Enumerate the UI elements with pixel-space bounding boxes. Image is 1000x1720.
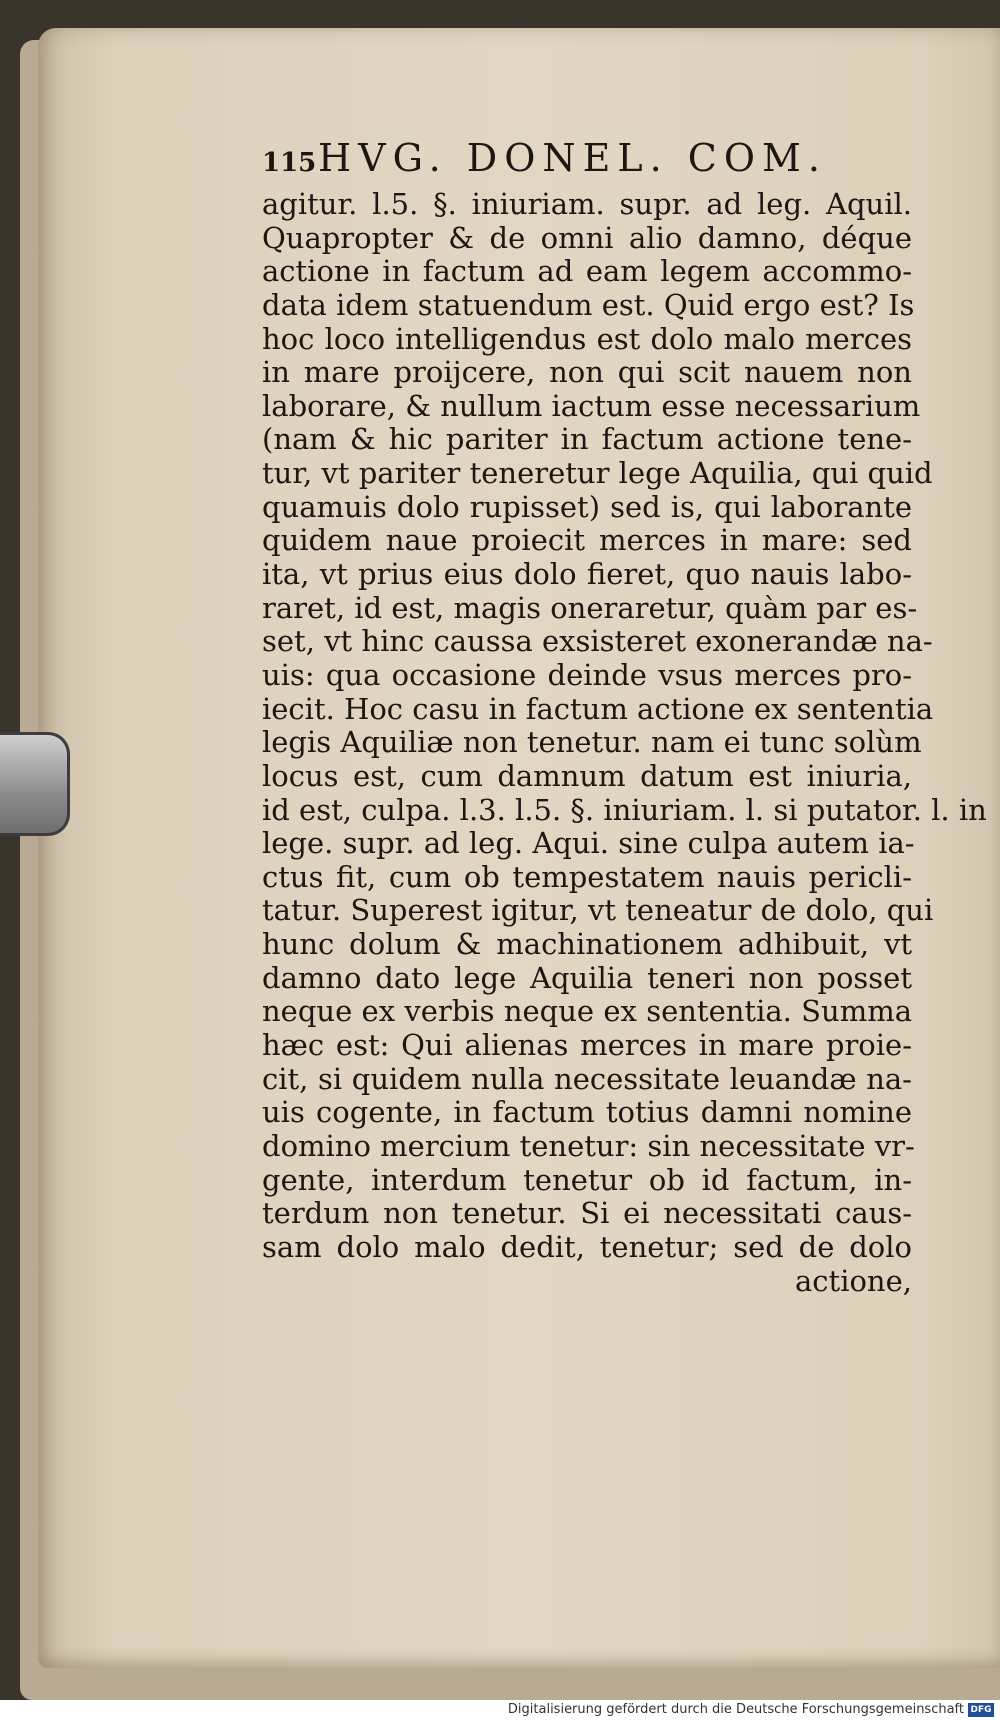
text-line: terdum non tenetur. Si ei necessitati caus- xyxy=(262,1196,912,1231)
catchword: actione, xyxy=(795,1263,912,1298)
footer-credit: Digitalisierung gefördert durch die Deutsche Forschungsgemeinschaft xyxy=(507,1702,964,1717)
text-line: locus est, cum damnum datum est iniuria, xyxy=(262,758,912,793)
text-line: domino mercium tenetur: sin necessitate vr- xyxy=(262,1128,915,1163)
text-line: actione in factum ad eam legem accommo- xyxy=(262,254,912,289)
text-line: sam dolo malo dedit, tenetur; sed de dolo xyxy=(262,1229,912,1264)
text-line: damno dato lege Aquilia teneri non posset xyxy=(262,960,912,995)
text-line: uis: qua occasione deinde vsus merces pro- xyxy=(262,657,912,692)
text-line: Quapropter & de omni alio damno, déque xyxy=(262,220,912,255)
running-head: HVG. DONEL. COM. xyxy=(318,136,827,180)
text-line: uis cogente, in factum totius damni nomine xyxy=(262,1095,912,1130)
text-line: (nam & hic pariter in factum actione tene- xyxy=(262,422,912,457)
text-line: neque ex verbis neque ex sententia. Summa xyxy=(262,994,912,1029)
text-line: hunc dolum & machinationem adhibuit, vt xyxy=(262,927,912,962)
text-line: ctus fit, cum ob tempestatem nauis pericli- xyxy=(262,859,912,894)
text-line: legis Aquiliæ non tenetur. nam ei tunc solùm xyxy=(262,725,922,760)
text-line: ita, vt prius eius dolo fieret, quo nauis labo- xyxy=(262,557,912,592)
page-number: 115 xyxy=(262,148,317,178)
text-line: quidem naue proiecit merces in mare: sed xyxy=(262,523,912,558)
text-line: agitur. l.5. §. iniuriam. supr. ad leg. Aquil. xyxy=(262,187,912,221)
text-line: gente, interdum tenetur ob id factum, in- xyxy=(262,1162,912,1197)
metal-clip xyxy=(0,732,70,836)
text-line: set, vt hinc caussa exsisteret exonerandæ na- xyxy=(262,624,933,659)
text-line: hæc est: Qui alienas merces in mare proie- xyxy=(262,1028,912,1063)
text-line: lege. supr. ad leg. Aqui. sine culpa autem ia- xyxy=(262,826,915,861)
text-line: iecit. Hoc casu in factum actione ex sententia xyxy=(262,691,934,726)
text-line: in mare proijcere, non qui scit nauem non xyxy=(262,355,912,390)
dfg-logo: DFG xyxy=(968,1703,994,1717)
text-line: hoc loco intelligendus est dolo malo merces xyxy=(262,321,912,356)
text-line: tatur. Superest igitur, vt teneatur de dolo, qui xyxy=(262,893,934,928)
text-line: quamuis dolo rupisset) sed is, qui laborante xyxy=(262,489,912,524)
text-line: cit, si quidem nulla necessitate leuandæ na- xyxy=(262,1061,912,1096)
text-line: data idem statuendum est. Quid ergo est? Is xyxy=(262,287,915,322)
text-line: laborare, & nullum iactum esse necessarium xyxy=(262,388,921,423)
text-line: raret, id est, magis oneraretur, quàm par es- xyxy=(262,590,918,625)
text-line: id est, culpa. l.3. l.5. §. iniuriam. l. si putator. l. in xyxy=(262,792,987,827)
footer-bar xyxy=(0,1700,1000,1720)
text-line: tur, vt pariter teneretur lege Aquilia, qui quid xyxy=(262,456,933,491)
body-text xyxy=(262,187,987,1298)
page-header xyxy=(262,136,882,182)
